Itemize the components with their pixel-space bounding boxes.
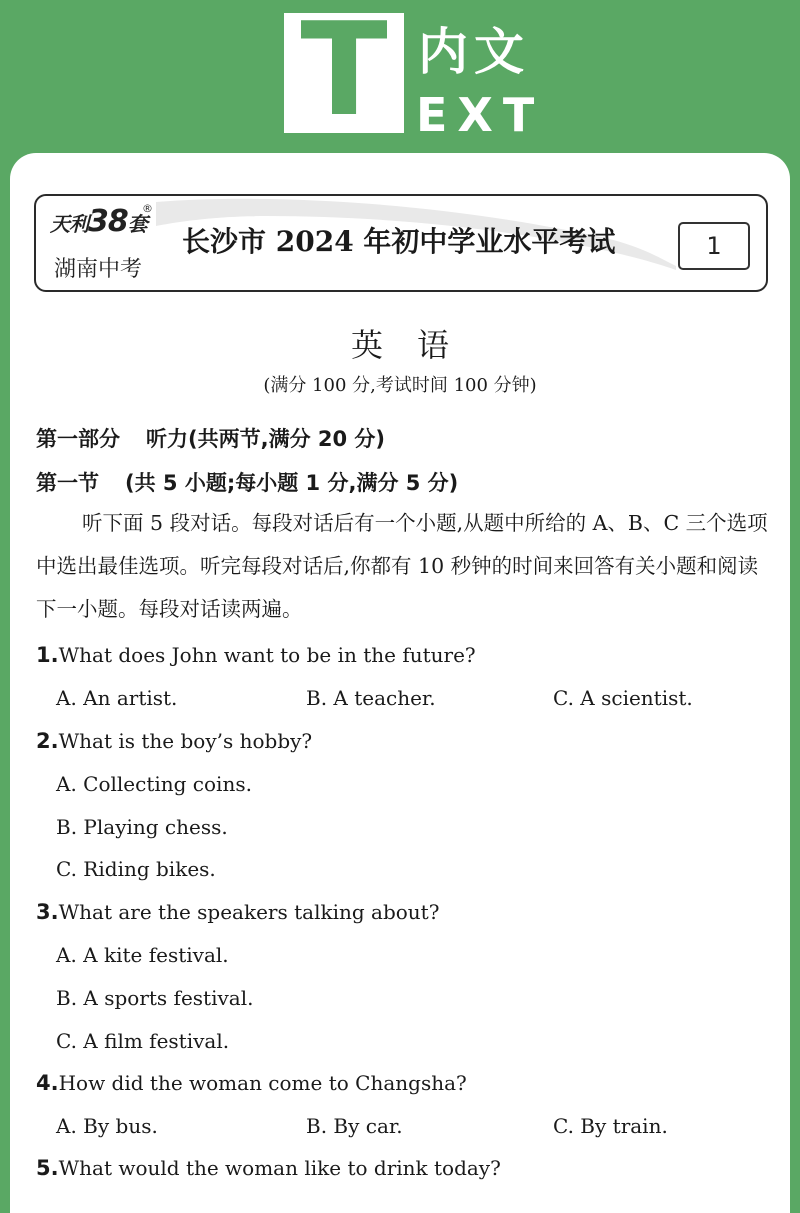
part-description: 听力(共两节,满分 20 分) <box>146 427 386 451</box>
exam-meta: (满分 100 分,考试时间 100 分钟) <box>263 375 537 396</box>
brand-logo-number: 38 <box>88 204 128 239</box>
option: A. An artist. <box>56 686 178 710</box>
section-heading <box>36 468 458 498</box>
question-number: 2. <box>36 729 59 753</box>
option: B. A sports festival. <box>56 986 254 1010</box>
question <box>36 897 439 927</box>
option: A. By bus. <box>56 1114 158 1138</box>
exam-header <box>34 194 768 292</box>
question <box>36 1068 467 1098</box>
t-logo-box <box>284 0 404 145</box>
brand-logo <box>50 204 147 239</box>
question-text: What does John want to be in the future? <box>58 643 476 667</box>
exam-title: 长沙市 2024 年初中学业水平考试 <box>182 225 616 258</box>
option: C. By train. <box>553 1114 668 1138</box>
banner-english-title: EXT <box>416 88 545 142</box>
option: C. A scientist. <box>553 686 693 710</box>
question-number: 1. <box>36 643 59 667</box>
registered-mark: ® <box>142 202 153 215</box>
exam-paper <box>10 153 790 1213</box>
series-label: 湖南中考 <box>54 257 143 282</box>
question-text: What would the woman like to drink today? <box>58 1156 501 1180</box>
paper-number-badge: 1 <box>678 222 750 270</box>
question <box>36 640 476 670</box>
question-number: 5. <box>36 1156 59 1180</box>
question <box>36 726 312 756</box>
option: B. A teacher. <box>306 686 436 710</box>
part-label: 第一部分 <box>36 427 120 451</box>
section-description: (共 5 小题;每小题 1 分,满分 5 分) <box>125 471 459 495</box>
text-banner <box>0 0 800 150</box>
instructions-paragraph: 听下面 5 段对话。每段对话后有一个小题,从题中所给的 A、B、C 三个选项中选出最佳选项。听完每段对话后,你都有 10 秒钟的时间来回答有关小题和阅读下一小题。每段对话读两遍。 <box>36 511 768 621</box>
brand-logo-prefix: 天利 <box>50 212 88 236</box>
option: C. A film festival. <box>56 1029 230 1053</box>
question <box>36 1153 501 1183</box>
option: C. Riding bikes. <box>56 857 216 881</box>
option: A. Collecting coins. <box>56 772 252 796</box>
section-label: 第一节 <box>36 471 99 495</box>
question-text: What are the speakers talking about? <box>58 900 440 924</box>
question-number: 3. <box>36 900 59 924</box>
t-logo-letter: T <box>300 0 388 145</box>
option: B. Playing chess. <box>56 815 228 839</box>
question-text: What is the boy’s hobby? <box>58 729 313 753</box>
part-heading <box>36 424 385 454</box>
brand-logo-suffix: 套 <box>127 212 147 236</box>
subject-title: 英语 <box>350 326 483 364</box>
question-number: 4. <box>36 1071 59 1095</box>
question-text: How did the woman come to Changsha? <box>58 1071 467 1095</box>
banner-chinese-title: 内文 <box>418 23 530 81</box>
option: A. A kite festival. <box>56 943 229 967</box>
option: B. By car. <box>306 1114 403 1138</box>
